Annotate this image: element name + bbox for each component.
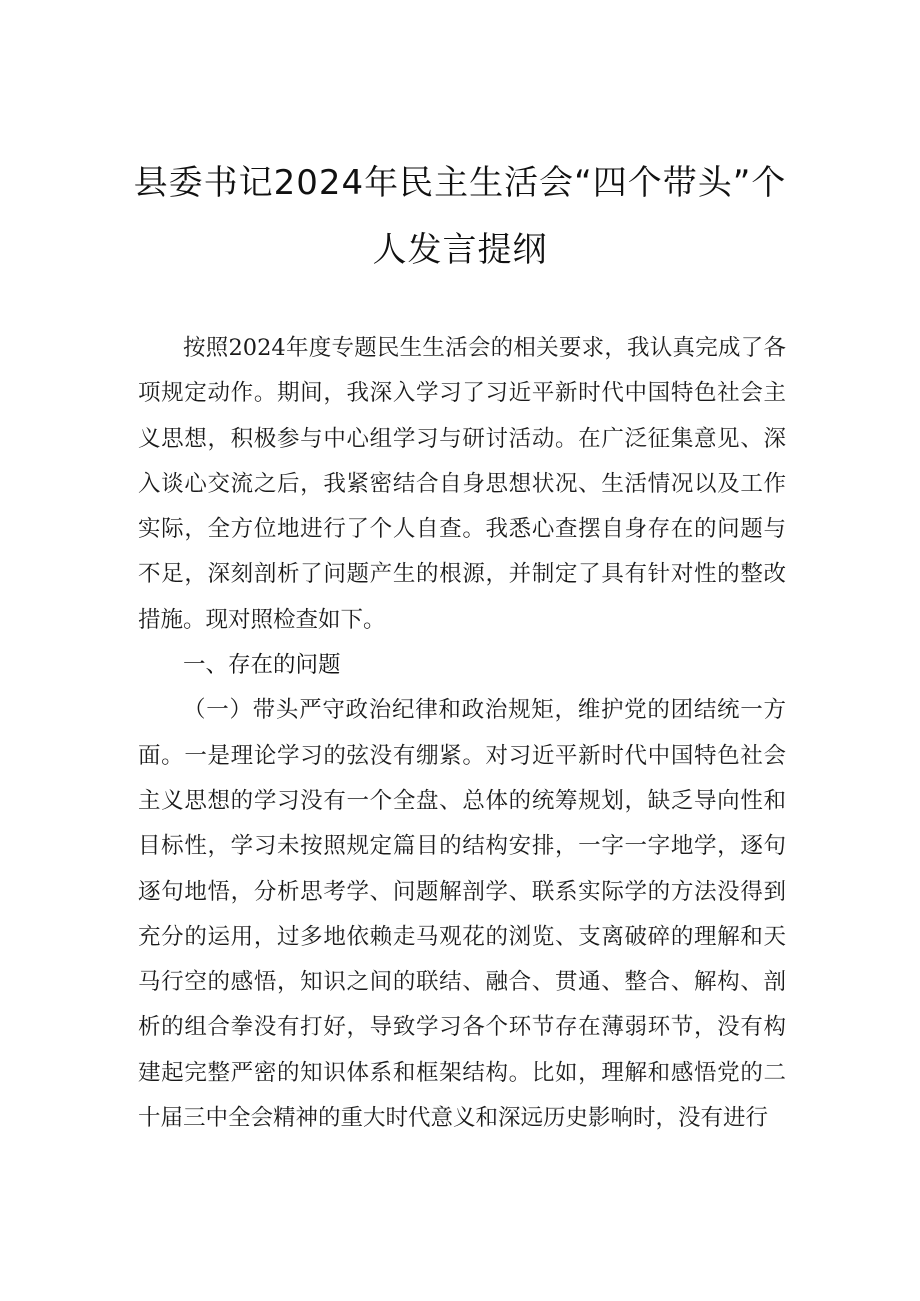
- section-heading: 一、存在的问题: [183, 652, 341, 679]
- section-paragraph: （一）带头严守政治纪律和政治规矩，维护党的团结统一方面。一是理论学习的弦没有绷紧。对习近平新时代中国特色社会主义思想的学习没有一个全盘、总体的统筹规划，缺乏导向性和目标性，学习未按照规定篇目的结构安排，一字一字地学，逐句逐句地悟，分析思考学、问题解剖学、联系实际学的方法没得到充分的运用，过多地依赖走马观花的浏览、支离破碎的理解和天马行空的感悟，知识之间的联结、融合、贯通、整合、解构、剖析的组合拳没有打好，导致学习各个环节存在薄弱环节，没有构建起完整严密的知识体系和框架结构。比如，理解和感悟党的二十届三中全会精神的重大时代意义和深远历史影响时，没有进行: [138, 697, 786, 1132]
- document-title-line-1: 县委书记2024年民主生活会“四个带头”个: [133, 163, 787, 203]
- intro-paragraph: 按照2024年度专题民生生活会的相关要求，我认真完成了各项规定动作。期间，我深入学习了习近平新时代中国特色社会主义思想，积极参与中心组学习与研讨活动。在广泛征集意见、深入谈心交流之后，我紧密结合自身思想状况、生活情况以及工作实际，全方位地进行了个人自查。我悉心查摆自身存在的问题与不足，深刻剖析了问题产生的根源，并制定了具有针对性的整改措施。现对照检查如下。: [138, 335, 786, 633]
- document-title-line-2: 人发言提纲: [372, 230, 548, 270]
- document-body: [138, 326, 786, 1141]
